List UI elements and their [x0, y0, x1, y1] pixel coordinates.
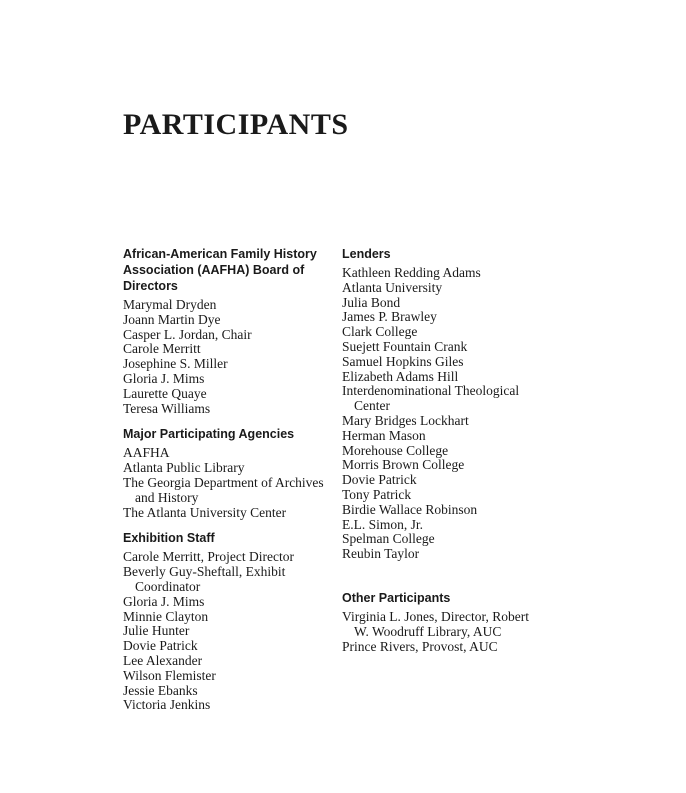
other-section [342, 590, 542, 654]
other-participant: Prince Rivers, Provost, AUC [342, 638, 498, 654]
lenders-list [342, 266, 542, 562]
lenders-section [342, 246, 542, 562]
page-title: PARTICIPANTS [123, 108, 349, 141]
agency: Atlanta Public Library [123, 460, 245, 476]
lender: Birdie Wallace Robinson [342, 501, 478, 517]
lender: Interdenominational Theological Center [342, 383, 520, 414]
staff-section [123, 530, 338, 713]
staff-member: Victoria Jenkins [123, 697, 211, 713]
board-member: Teresa Williams [123, 400, 211, 416]
agencies-list [123, 446, 338, 520]
staff-member: Minnie Clayton [123, 608, 209, 624]
agency: The Atlanta University Center [123, 504, 287, 520]
staff-member: Jessie Ebanks [123, 682, 198, 698]
board-member: Josephine S. Miller [123, 356, 228, 372]
left-column [123, 246, 338, 723]
staff-member: Julie Hunter [123, 623, 190, 639]
lender: Spelman College [342, 531, 435, 547]
lenders-heading: Lenders [342, 247, 391, 261]
board-member: Marymal Dryden [123, 297, 217, 312]
right-column [342, 246, 542, 664]
lender: Morris Brown College [342, 457, 465, 473]
board-section [123, 246, 338, 416]
agency: AAFHA [123, 445, 170, 461]
lender: Herman Mason [342, 427, 426, 443]
agencies-section [123, 426, 338, 520]
lender: Julia Bond [342, 294, 401, 310]
other-heading: Other Participants [342, 590, 451, 605]
lender: Reubin Taylor [342, 546, 420, 562]
board-list [123, 298, 338, 416]
board-heading: African-American Family History Association (AAFHA) Board of Directors [123, 247, 317, 293]
staff-member: Wilson Flemister [123, 667, 216, 683]
staff-heading: Exhibition Staff [123, 531, 215, 546]
lender: Dovie Patrick [342, 472, 417, 488]
lender: Suejett Fountain Crank [342, 338, 468, 354]
section-spacer [342, 572, 542, 590]
lender: Kathleen Redding Adams [342, 265, 481, 280]
board-member: Casper L. Jordan, Chair [123, 326, 252, 342]
staff-list [123, 550, 338, 713]
staff-member: Beverly Guy-Sheftall, Exhibit Coordinator [123, 564, 286, 594]
lender: Tony Patrick [342, 486, 412, 502]
staff-member: Dovie Patrick [123, 638, 198, 654]
lender: James P. Brawley [342, 309, 437, 325]
staff-member: Carole Merritt, Project Director [123, 549, 294, 565]
staff-member: Lee Alexander [123, 652, 203, 668]
lender: E.L. Simon, Jr. [342, 516, 424, 532]
board-member: Gloria J. Mims [123, 370, 205, 386]
board-member: Laurette Quaye [123, 385, 207, 401]
lender: Elizabeth Adams Hill [342, 368, 459, 384]
board-member: Carole Merritt [123, 341, 201, 357]
lender: Clark College [342, 324, 418, 340]
lender: Atlanta University [342, 279, 443, 295]
other-participant: Virginia L. Jones, Director, Robert W. Woodruff Library, AUC [342, 608, 529, 639]
lender: Morehouse College [342, 442, 449, 458]
staff-member: Gloria J. Mims [123, 593, 205, 609]
other-list [342, 610, 542, 654]
lender: Samuel Hopkins Giles [342, 353, 464, 369]
lender: Mary Bridges Lockhart [342, 412, 469, 428]
board-member: Joann Martin Dye [123, 311, 221, 327]
agencies-heading: Major Participating Agencies [123, 427, 295, 442]
agency: The Georgia Department of Archives and History [123, 474, 324, 505]
